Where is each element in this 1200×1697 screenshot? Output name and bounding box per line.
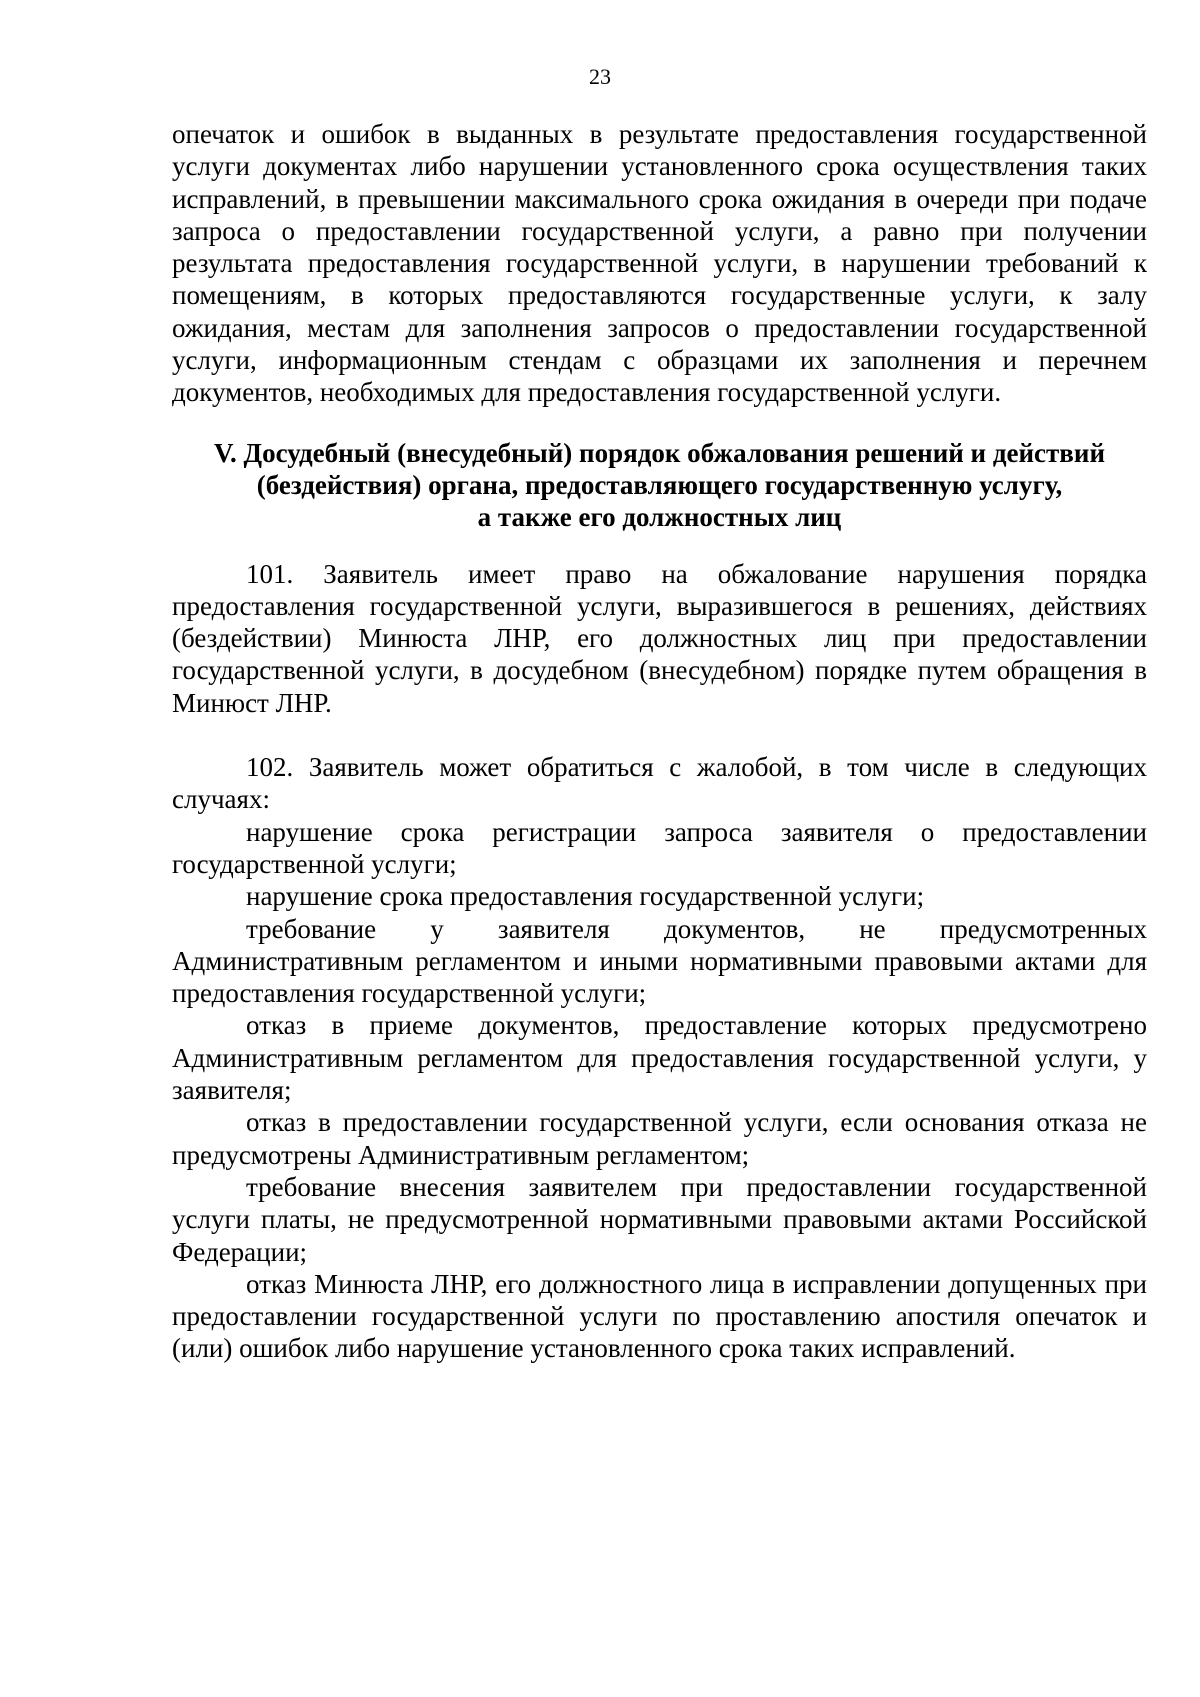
case-item: требование у заявителя документов, не предусмотренных Административным регламентом и иными нормативными правовыми актами для предоставления государственной услуги; — [172, 913, 1147, 1009]
case-item: требование внесения заявителем при предоставлении государственной услуги платы, не предусмотренной нормативными правовыми актами Российской Федерации; — [172, 1171, 1147, 1267]
item-101-paragraph: 101. Заявитель имеет право на обжалование нарушения порядка предоставления государственной услуги, выразившегося в решениях, действиях (бездействии) Минюста ЛНР, его должностных лиц при предоставлении государственной услуги, в досудебном (внесудебном) порядке путем обращения в Минюст ЛНР. — [172, 558, 1147, 718]
section-heading — [172, 437, 1147, 534]
paragraph-spacer — [172, 719, 1147, 751]
case-item: отказ в предоставлении государственной услуги, если основания отказа не предусмотрены Административным регламентом; — [172, 1107, 1147, 1170]
item-102-paragraph: 102. Заявитель может обратиться с жалобой, в том числе в следующих случаях: — [172, 752, 1147, 815]
section-heading-line-3: а также его должностных лиц — [477, 502, 842, 533]
case-item: нарушение срока регистрации запроса заявителя о предоставлении государственной услуги; — [172, 816, 1147, 879]
case-item: отказ Минюста ЛНР, его должностного лица в исправлении допущенных при предоставлении государственной услуги по проставлению апостиля опечаток и (или) ошибок либо нарушение установленного срока таких исправлений. — [172, 1268, 1147, 1364]
section-heading-line-1: V. Досудебный (внесудебный) порядок обжалования решений и действий — [213, 437, 1105, 468]
document-body — [172, 118, 1147, 1365]
section-heading-line-2: (бездействия) органа, предоставляющего государственную услугу, — [256, 469, 1063, 500]
case-item: нарушение срока предоставления государственной услуги; — [246, 881, 925, 912]
intro-paragraph: опечаток и ошибок в выданных в результате предоставления государственной услуги документах либо нарушении установленного срока осуществления таких исправлений, в превышении максимального срока ожидания в очереди при подаче запроса о предоставлении государственной услуги, а равно при получении результата предоставления государственной услуги, в нарушении требований к помещениям, в которых предоставляются государственные услуги, к залу ожидания, местам для заполнения запросов о предоставлении государственной услуги, информационным стендам с образцами их заполнения и перечнем документов, необходимых для предоставления государственной услуги. — [172, 119, 1147, 408]
case-item: отказ в приеме документов, предоставление которых предусмотрено Административным регламентом для предоставления государственной услуги, у заявителя; — [172, 1010, 1147, 1106]
page-number: 23 — [589, 64, 611, 89]
